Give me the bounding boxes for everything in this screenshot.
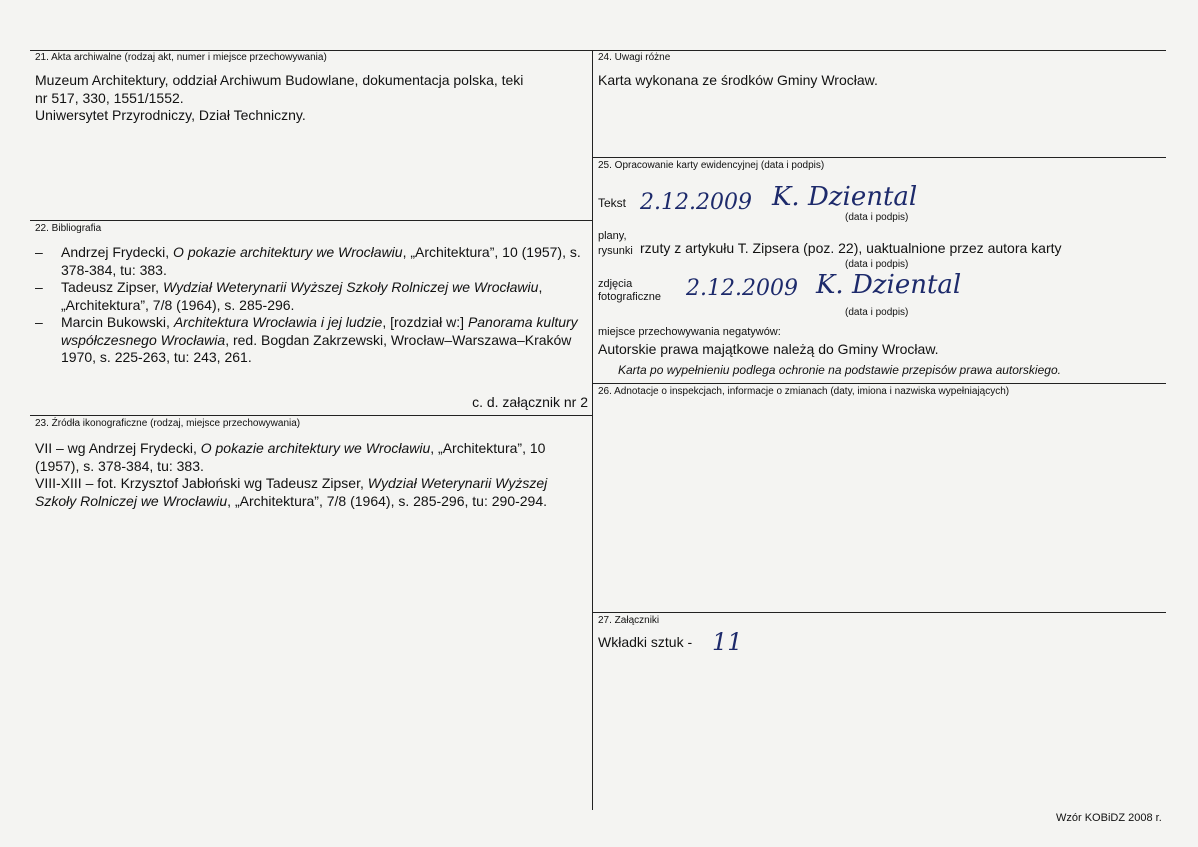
section-26-label: 26. Adnotacje o inspekcjach, informacje o zmianach (daty, imiona i nazwiska wypełniających) <box>598 386 1010 397</box>
archive-line-2: nr 517, 330, 1551/1552. <box>35 89 184 106</box>
source-entry <box>35 475 587 510</box>
form-template-footer: Wzór KOBiDZ 2008 r. <box>1056 812 1162 824</box>
zdjecia-label: zdjęcia <box>598 278 633 290</box>
top-rule <box>30 50 1166 51</box>
tekst-label: Tekst <box>598 196 627 210</box>
bib-author: Tadeusz Zipser, <box>61 279 163 295</box>
rysunki-date-sign-caption: (data i podpis) <box>845 259 909 270</box>
bib-author: Marcin Bukowski, <box>61 314 174 330</box>
bib-title: Wydział Weterynarii Wyższej Szkoły Rolniczej we Wrocławiu <box>162 279 539 295</box>
right-rule-26 <box>592 383 1166 384</box>
right-rule-25 <box>592 157 1166 158</box>
right-rule-27 <box>592 612 1166 613</box>
list-dash: – <box>35 244 43 260</box>
bib-title: O pokazie architektury we Wrocławiu <box>173 244 403 260</box>
section-23-label: 23. Źródła ikonograficzne (rodzaj, miejsce przechowywania) <box>35 418 301 429</box>
bib-details: , red. Bogdan Zakrzewski, Wrocław–Warszawa–Kraków 1970, s. 225-263, tu: 243, 261. <box>61 331 572 365</box>
section-21-content <box>35 72 587 125</box>
fotograficzne-label: fotograficzne <box>598 291 661 303</box>
zdjecia-date-sign-caption: (data i podpis) <box>845 307 909 318</box>
source-entry <box>35 440 587 475</box>
left-rule-23 <box>30 415 592 416</box>
section-25-label: 25. Opracowanie karty ewidencyjnej (data i podpis) <box>598 160 825 171</box>
bib-details: , „Architektura”, 7/8 (1964), s. 285-296. <box>61 279 543 313</box>
attachments-text: Wkładki sztuk - <box>598 634 693 650</box>
source-details: , „Architektura”, 7/8 (1964), s. 285-296, tu: 290-294. <box>227 492 548 509</box>
source-prefix: VII – wg Andrzej Frydecki, <box>35 440 201 456</box>
section-21-label: 21. Akta archiwalne (rodzaj akt, numer i miejsce przechowywania) <box>35 52 327 63</box>
center-divider <box>592 50 593 810</box>
list-dash: – <box>35 314 43 330</box>
bibliography-list <box>35 244 587 367</box>
bibliography-item <box>35 244 587 279</box>
bib-details: , „Architektura”, 10 (1957), s. 378-384, tu: 383. <box>61 244 581 278</box>
source-title: Wydział Weterynarii Wyższej Szkoły Rolniczej we Wrocławiu <box>35 475 548 509</box>
section-27-label: 27. Załączniki <box>598 615 660 626</box>
zdjecia-date-handwritten: 2.12.2009 <box>686 276 798 301</box>
archive-line-1: Muzeum Architektury, oddział Archiwum Budowlane, dokumentacja polska, teki <box>35 72 524 88</box>
section-22-label: 22. Bibliografia <box>35 223 102 234</box>
bib-book-title: Panorama kultury współczesnego Wrocławia <box>61 314 578 348</box>
bibliography-item <box>35 314 587 367</box>
source-prefix: VIII-XIII – fot. Krzysztof Jabłoński wg Tadeusz Zipser, <box>35 475 368 491</box>
plany-label: plany, <box>598 230 627 242</box>
list-dash: – <box>35 279 43 295</box>
negatives-label: miejsce przechowywania negatywów: <box>598 326 781 338</box>
iconographic-sources <box>35 440 587 510</box>
rysunki-label: rysunki <box>598 245 633 257</box>
tekst-date-handwritten: 2.12.2009 <box>640 190 752 215</box>
attachment-note: c. d. załącznik nr 2 <box>472 394 588 410</box>
bib-title: Architektura Wrocławia i jej ludzie <box>173 314 383 330</box>
remarks-text: Karta wykonana ze środków Gminy Wrocław. <box>598 72 878 88</box>
source-details: , „Architektura”, 10 (1957), s. 378-384, tu: 383. <box>35 440 546 474</box>
bibliography-item <box>35 279 587 314</box>
section-24-label: 24. Uwagi różne <box>598 52 671 63</box>
bib-chapter-note: , [rozdział w:] <box>382 314 468 330</box>
tekst-date-sign-caption: (data i podpis) <box>845 212 909 223</box>
copyright-note: Karta po wypełnieniu podlega ochronie na podstawie przepisów prawa autorskiego. <box>618 363 1061 377</box>
zdjecia-signature-handwritten: K. Dziental <box>816 270 962 300</box>
archive-line-3: Uniwersytet Przyrodniczy, Dział Techniczny. <box>35 107 306 123</box>
negatives-text: Autorskie prawa majątkowe należą do Gminy Wrocław. <box>598 341 939 357</box>
attachments-count-handwritten: 11 <box>712 628 743 656</box>
source-title: O pokazie architektury we Wrocławiu <box>200 440 431 456</box>
left-rule-22 <box>30 220 592 221</box>
rysunki-text: rzuty z artykułu T. Zipsera (poz. 22), uaktualnione przez autora karty <box>640 240 1062 256</box>
bib-author: Andrzej Frydecki, <box>61 244 174 260</box>
tekst-signature-handwritten: K. Dziental <box>772 182 918 212</box>
